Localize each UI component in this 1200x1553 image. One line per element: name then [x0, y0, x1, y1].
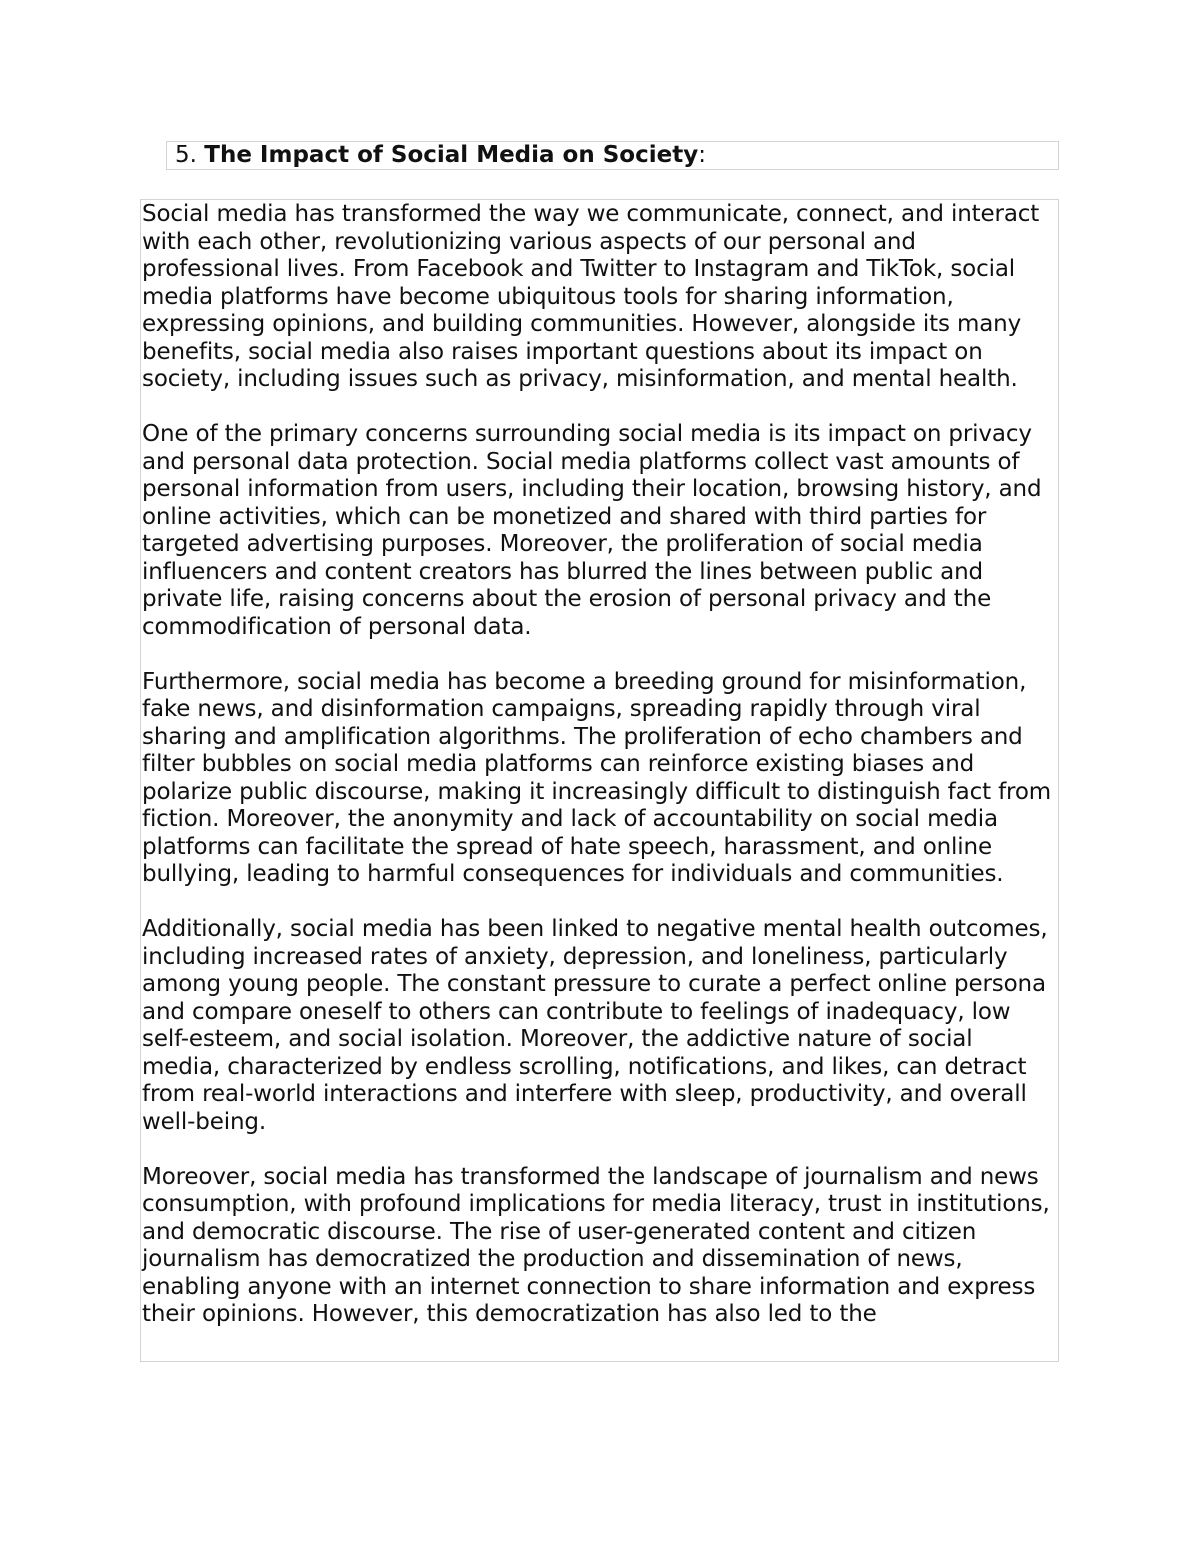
paragraph-privacy: One of the primary concerns surrounding social media is its impact on privacy and personal data protection. Social media platforms collect vast amounts of personal information from users, including their location, browsing history, and online activities, which can be monetized and shared with third parties for targeted advertising purposes. Moreover, the proliferation of social media influencers and content creators has blurred the lines between public and private life, raising concerns about the erosion of personal privacy and the commodification of personal data.: [142, 421, 1042, 640]
paragraph-intro: Social media has transformed the way we communicate, connect, and interact with each other, revolutionizing various aspects of our personal and professional lives. From Facebook and Twitter to Instagram and TikTok, social media platforms have become ubiquitous tools for sharing information, expressing opinions, and building communities. However, alongside its many benefits, social media also raises important questions about its impact on society, including issues such as privacy, misinformation, and mental health.: [142, 201, 1040, 392]
section-title: The Impact of Social Media on Society: [204, 142, 699, 168]
section-title-colon: :: [698, 142, 706, 168]
paragraph-mental-health: Additionally, social media has been linked to negative mental health outcomes, including increased rates of anxiety, depression, and loneliness, particularly among young people. The constant pressure to curate a perfect online persona and compare oneself to others can contribute to feelings of inadequacy, low self-esteem, and social isolation. Moreover, the addictive nature of social media, characterized by endless scrolling, notifications, and likes, can detract from real-world interactions and interfere with sleep, productivity, and overall well-being.: [142, 916, 1048, 1135]
paragraph-misinformation: Furthermore, social media has become a breeding ground for misinformation, fake news, and disinformation campaigns, spreading rapidly through viral sharing and amplification algorithms. The proliferation of echo chambers and filter bubbles on social media platforms can reinforce existing biases and polarize public discourse, making it increasingly difficult to distinguish fact from fiction. Moreover, the anonymity and lack of accountability on social media platforms can facilitate the spread of hate speech, harassment, and online bullying, leading to harmful consequences for individuals and communities.: [142, 668, 1052, 887]
body-text-box: [140, 199, 1059, 1362]
section-number: 5.: [175, 142, 197, 168]
section-heading: [166, 141, 1059, 170]
paragraph-journalism: Moreover, social media has transformed the landscape of journalism and news consumption, with profound implications for media literacy, trust in institutions, and democratic discourse. The rise of user-generated content and citizen journalism has democratized the production and dissemination of news, enabling anyone with an internet connection to share information and express their opinions. However, this democratization has also led to the: [142, 1163, 1050, 1327]
